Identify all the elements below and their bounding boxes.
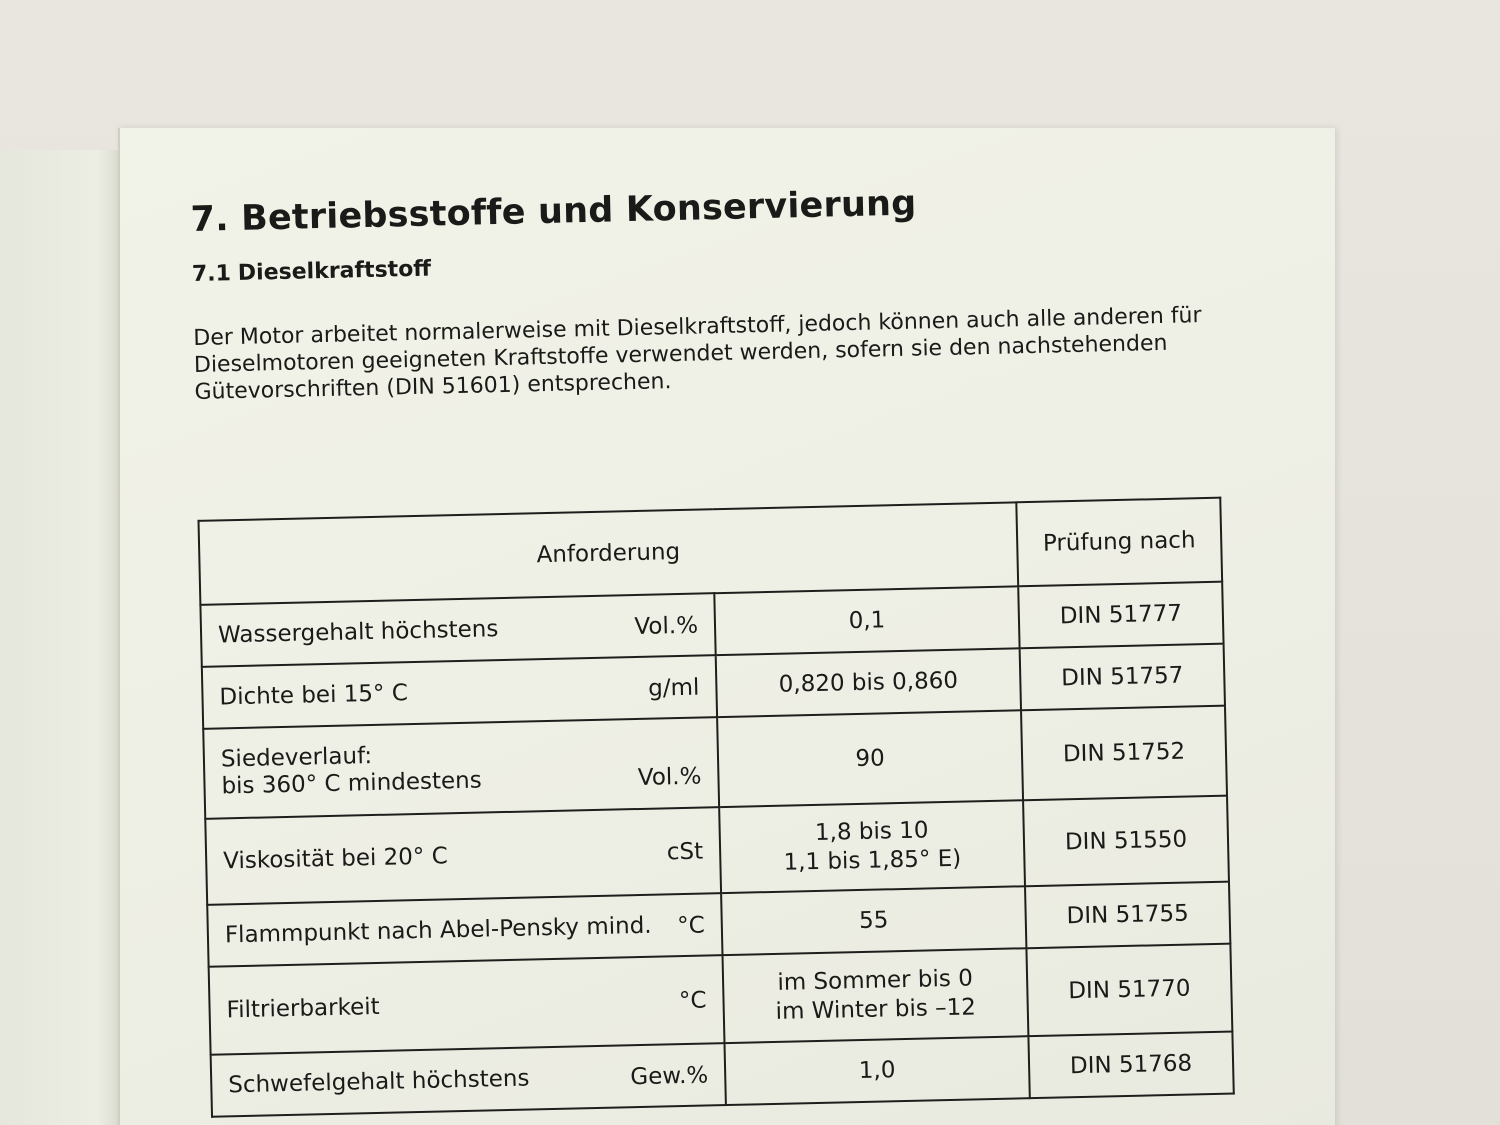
value-line1: im Sommer bis 0 <box>777 965 974 996</box>
requirement-label: Siedeverlauf: <box>220 743 373 773</box>
requirement-label: Schwefelgehalt höchstens <box>228 1065 530 1098</box>
requirement-label: Flammpunkt nach Abel-Pensky mind. <box>224 912 652 948</box>
requirement-cell <box>207 893 722 967</box>
requirement-cell <box>202 655 717 729</box>
value-cell: 0,1 <box>714 586 1019 655</box>
test-standard-cell: DIN 51752 <box>1021 706 1227 801</box>
value-line2: 1,1 bis 1,85° E) <box>783 845 962 876</box>
value-cell <box>722 948 1028 1043</box>
section-heading <box>192 237 1302 287</box>
unit-label: °C <box>678 986 707 1014</box>
unit-label: Gew.% <box>630 1061 709 1090</box>
requirement-label-line2: bis 360° C mindestens <box>221 767 482 800</box>
unit-label: Vol.% <box>634 612 699 640</box>
page-content <box>190 165 1305 1098</box>
requirement-cell <box>200 593 715 667</box>
value-cell: 1,0 <box>724 1036 1029 1105</box>
requirement-label: Dichte bei 15° C <box>219 679 409 710</box>
test-standard-cell: DIN 51768 <box>1028 1032 1233 1099</box>
test-standard-cell: DIN 51757 <box>1020 644 1225 711</box>
test-header: Prüfung nach <box>1016 498 1222 587</box>
value-line2: im Winter bis –12 <box>775 994 977 1025</box>
requirement-label: Filtrierbarkeit <box>226 993 380 1023</box>
test-standard-cell: DIN 51755 <box>1025 882 1230 949</box>
value-cell <box>719 800 1025 893</box>
intro-paragraph: Der Motor arbeitet normalerweise mit Dieselkraftstoff, jedoch können auch alle anderen für Dieselmotoren geeigneten Kraftstoffe verwendet werden, sofern sie den nachstehenden Gütevorschriften (DIN 51601) entsprechen. <box>193 303 1202 405</box>
value-cell: 55 <box>721 886 1026 955</box>
value-cell: 0,820 bis 0,860 <box>716 648 1021 717</box>
left-page-edge <box>0 150 122 1125</box>
test-standard-cell: DIN 51770 <box>1026 944 1232 1037</box>
value-line1: 1,8 bis 10 <box>814 817 929 846</box>
fuel-requirements-table <box>197 497 1234 1118</box>
test-standard-cell: DIN 51777 <box>1018 582 1223 649</box>
chapter-title: 7. Betriebsstoffe und Konservierung <box>190 183 917 240</box>
requirement-cell <box>203 717 719 819</box>
requirement-label: Wassergehalt höchstens <box>217 615 499 648</box>
section-number: 7.1 <box>191 261 232 287</box>
unit-label: cSt <box>666 838 704 865</box>
requirement-header: Anforderung <box>199 502 1019 605</box>
unit-label: °C <box>676 912 706 939</box>
requirement-cell <box>205 807 721 905</box>
value-cell: 90 <box>717 710 1023 807</box>
unit-label: Vol.% <box>637 763 702 791</box>
requirement-cell <box>209 955 725 1055</box>
test-standard-cell: DIN 51550 <box>1023 796 1229 887</box>
requirement-label: Viskosität bei 20° C <box>222 842 449 874</box>
requirement-cell <box>211 1043 726 1117</box>
unit-label: g/ml <box>647 674 700 702</box>
section-title: Dieselkraftstoff <box>237 256 432 286</box>
